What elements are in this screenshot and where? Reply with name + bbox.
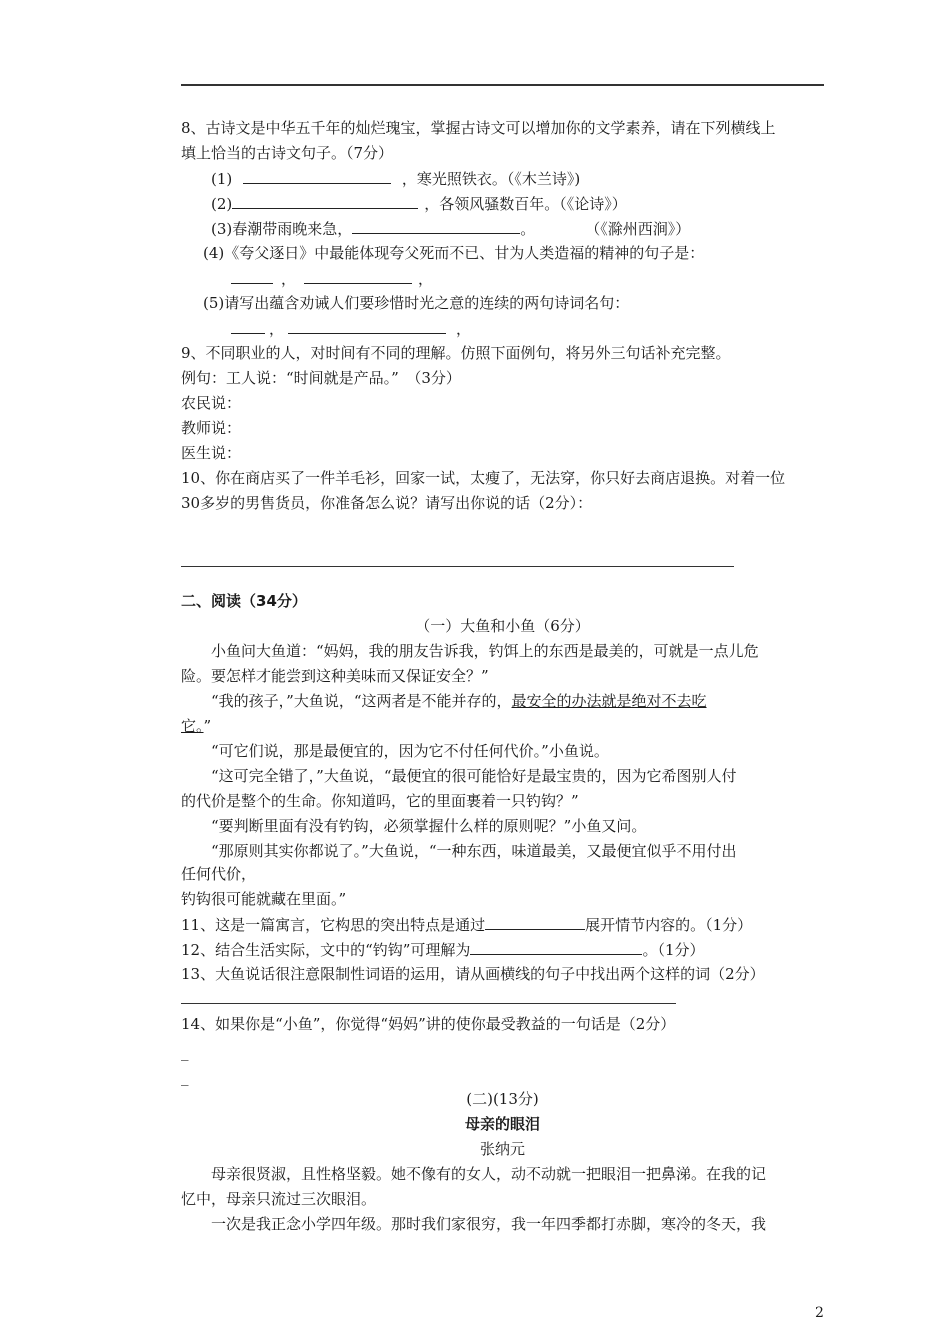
q8-item2-text: ，各领风骚数百年。（《论诗》） bbox=[424, 195, 627, 213]
q11 bbox=[181, 914, 752, 935]
q8-item2 bbox=[211, 193, 627, 214]
p2-close-quote: ” bbox=[203, 717, 212, 735]
q8-item3 bbox=[211, 218, 690, 239]
q8-item4: (4)《夸父逐日》中最能体现夸父死而不已、甘为人类造福的精神的句子是： bbox=[203, 244, 705, 262]
q11-blank[interactable] bbox=[485, 914, 585, 930]
q8-item3-source: （《滁州西涧》） bbox=[585, 220, 691, 238]
part2-title: (二)(13分) bbox=[466, 1090, 539, 1108]
p3: “可它们说，那是最便宜的，因为它不付任何代价。”小鱼说。 bbox=[211, 742, 609, 760]
comma: ， bbox=[281, 270, 297, 288]
q9-stem: 9、不同职业的人，对时间有不同的理解。仿照下面例句，将另外三句话补充完整。 bbox=[181, 344, 731, 362]
q12-text: 12、结合生活实际，文中的“钓钩”可理解为 bbox=[181, 941, 471, 959]
q10-line2: 30多岁的男售货员，你准备怎么说？请写出你说的话（2分）： bbox=[181, 494, 593, 512]
story-title: 母亲的眼泪 bbox=[464, 1115, 540, 1133]
q8-item1 bbox=[211, 168, 580, 189]
comma: ， bbox=[269, 320, 285, 338]
comma: ， bbox=[456, 320, 472, 338]
q8-item3-end: 。 bbox=[520, 220, 536, 238]
p5: “要判断里面有没有钓钩，必须掌握什么样的原则呢？”小鱼又问。 bbox=[211, 817, 647, 835]
p4-line1: “这可完全错了，”大鱼说，“最便宜的很可能恰好是最宝贵的，因为它希图别人付 bbox=[211, 767, 737, 785]
q8-item5: (5)请写出蕴含劝诫人们要珍惜时光之意的连续的两句诗词名句： bbox=[203, 294, 630, 312]
p2-underlined: 最安全的办法就是绝对不去吃 bbox=[511, 692, 707, 710]
q13: 13、大鱼说话很注意限制性词语的运用，请从画横线的句子中找出两个这样的词（2分） bbox=[181, 965, 765, 983]
q8-item2-number: (2) bbox=[211, 195, 233, 213]
q14: 14、如果你是“小鱼”，你觉得“妈妈”讲的使你最受教益的一句话是（2分） bbox=[181, 1015, 676, 1033]
part1-title: （一）大鱼和小鱼（6分） bbox=[415, 617, 590, 635]
p2-line2 bbox=[181, 716, 211, 736]
q13-answer-line[interactable] bbox=[181, 1003, 676, 1004]
q8-item4-blank-2[interactable] bbox=[304, 268, 412, 284]
q8-item3-blank[interactable] bbox=[352, 218, 520, 234]
q12-blank[interactable] bbox=[470, 939, 642, 955]
story-p2-line1: 一次是我正念小学四年级。那时我们家很穷，我一年四季都打赤脚，寒冷的冬天，我 bbox=[211, 1215, 767, 1233]
q8-item1-blank[interactable] bbox=[243, 168, 391, 184]
story-p1-line1: 母亲很贤淑，且性格坚毅。她不像有的女人，动不动就一把眼泪一把鼻涕。在我的记 bbox=[211, 1165, 767, 1183]
page-number: 2 bbox=[815, 1305, 824, 1321]
p6-line1: “那原则其实你都说了。”大鱼说，“一种东西，味道最美，又最便宜似乎不用付出 bbox=[211, 842, 737, 860]
q9-example: 例句：工人说：“时间就是产品。” （3分） bbox=[181, 369, 461, 387]
q14-answer-mark-1[interactable]: _ bbox=[181, 1043, 189, 1061]
q10-line1: 10、你在商店买了一件羊毛衫，回家一试，太瘦了，无法穿，你只好去商店退换。对着一位 bbox=[181, 469, 786, 487]
q11-points: 展开情节内容的。（1分） bbox=[585, 916, 753, 934]
p6-line3: 钓钩很可能就藏在里面。” bbox=[181, 890, 347, 908]
q10-answer-line[interactable] bbox=[181, 566, 734, 567]
q8-item5-answer bbox=[231, 318, 471, 339]
q8-item5-blank-1[interactable] bbox=[231, 318, 265, 334]
header-rule bbox=[181, 84, 824, 86]
p4-line2: 的代价是整个的生命。你知道吗，它的里面裹着一只钓钩？” bbox=[181, 792, 579, 810]
q14-answer-mark-2[interactable]: _ bbox=[181, 1068, 189, 1086]
p6-line2: 任何代价， bbox=[181, 865, 257, 883]
q12-points: 。（1分） bbox=[642, 941, 705, 959]
q8-item4-blank-1[interactable] bbox=[231, 268, 273, 284]
q8-item3-text: (3)春潮带雨晚来急， bbox=[211, 220, 353, 238]
p2-underlined-end: 它。 bbox=[181, 717, 204, 735]
q8-item1-text: ，寒光照铁衣。（《木兰诗》) bbox=[401, 170, 581, 188]
p2-line1 bbox=[211, 691, 707, 711]
story-p1-line2: 忆中，母亲只流过三次眼泪。 bbox=[181, 1190, 377, 1208]
q11-text: 11、这是一篇寓言，它构思的突出特点是通过 bbox=[181, 916, 486, 934]
comma: ， bbox=[418, 270, 434, 288]
story-author: 张纳元 bbox=[479, 1140, 525, 1158]
q9-doctor: 医生说： bbox=[181, 444, 242, 462]
section-heading: 二、阅读（34分） bbox=[181, 592, 307, 610]
p1-line1: 小鱼问大鱼道：“妈妈，我的朋友告诉我，钓饵上的东西是最美的，可就是一点儿危 bbox=[211, 642, 759, 660]
p1-line2: 险。要怎样才能尝到这种美味而又保证安全？” bbox=[181, 667, 489, 685]
q8-item4-answer bbox=[231, 268, 433, 289]
p2-plain: “我的孩子，”大鱼说，“这两者是不能并存的， bbox=[211, 692, 512, 710]
q8-item1-number: (1) bbox=[211, 170, 233, 188]
q8-stem-line2: 填上恰当的古诗文句子。（7分） bbox=[181, 144, 394, 162]
q8-item2-blank[interactable] bbox=[232, 193, 418, 209]
q12 bbox=[181, 939, 704, 960]
q8-stem-line1: 8、古诗文是中华五千年的灿烂瑰宝，掌握古诗文可以增加你的文学素养，请在下列横线上 bbox=[181, 119, 776, 137]
q8-item5-blank-2[interactable] bbox=[288, 318, 446, 334]
q9-teacher: 教师说： bbox=[181, 419, 242, 437]
q9-farmer: 农民说： bbox=[181, 394, 242, 412]
